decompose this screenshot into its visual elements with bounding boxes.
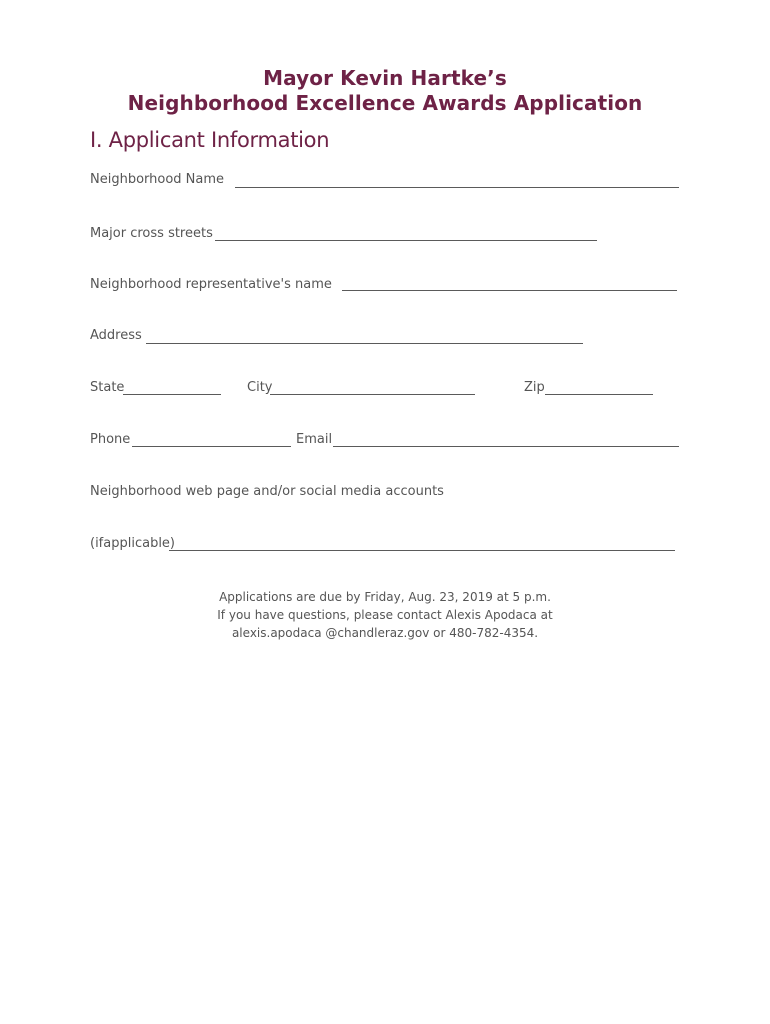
state-field[interactable] — [123, 394, 221, 395]
email-label: Email — [296, 432, 333, 447]
contact-note: If you have questions, please contact Alexis Apodaca at — [217, 608, 553, 622]
deadline-note: Applications are due by Friday, Aug. 23, 2019 at 5 p.m. — [219, 590, 551, 604]
phone-field[interactable] — [132, 446, 291, 447]
web-page-label: Neighborhood web page and/or social media accounts — [90, 484, 444, 499]
page-title-line-1: Mayor Kevin Hartke’s — [263, 66, 507, 90]
state-label: State — [90, 380, 125, 395]
address-field[interactable] — [146, 343, 583, 344]
address-label: Address — [90, 328, 142, 343]
page-title-line-2: Neighborhood Excellence Awards Application — [127, 91, 643, 115]
city-label: City — [247, 380, 273, 395]
representative-field[interactable] — [342, 290, 677, 291]
phone-label: Phone — [90, 432, 131, 447]
cross-streets-label: Major cross streets — [90, 226, 213, 241]
contact-details: alexis.apodaca @chandleraz.gov or 480-782-4354. — [231, 626, 539, 640]
neighborhood-name-label: Neighborhood Name — [90, 172, 225, 187]
cross-streets-field[interactable] — [215, 240, 597, 241]
representative-label: Neighborhood representative's name — [90, 277, 332, 292]
neighborhood-name-field[interactable] — [235, 187, 679, 188]
section-heading: I. Applicant Information — [90, 128, 330, 152]
email-field[interactable] — [333, 446, 679, 447]
if-applicable-label: (ifapplicable) — [90, 536, 176, 551]
web-page-field[interactable] — [169, 550, 675, 551]
city-field[interactable] — [270, 394, 475, 395]
zip-field[interactable] — [545, 394, 653, 395]
zip-label: Zip — [524, 380, 545, 395]
